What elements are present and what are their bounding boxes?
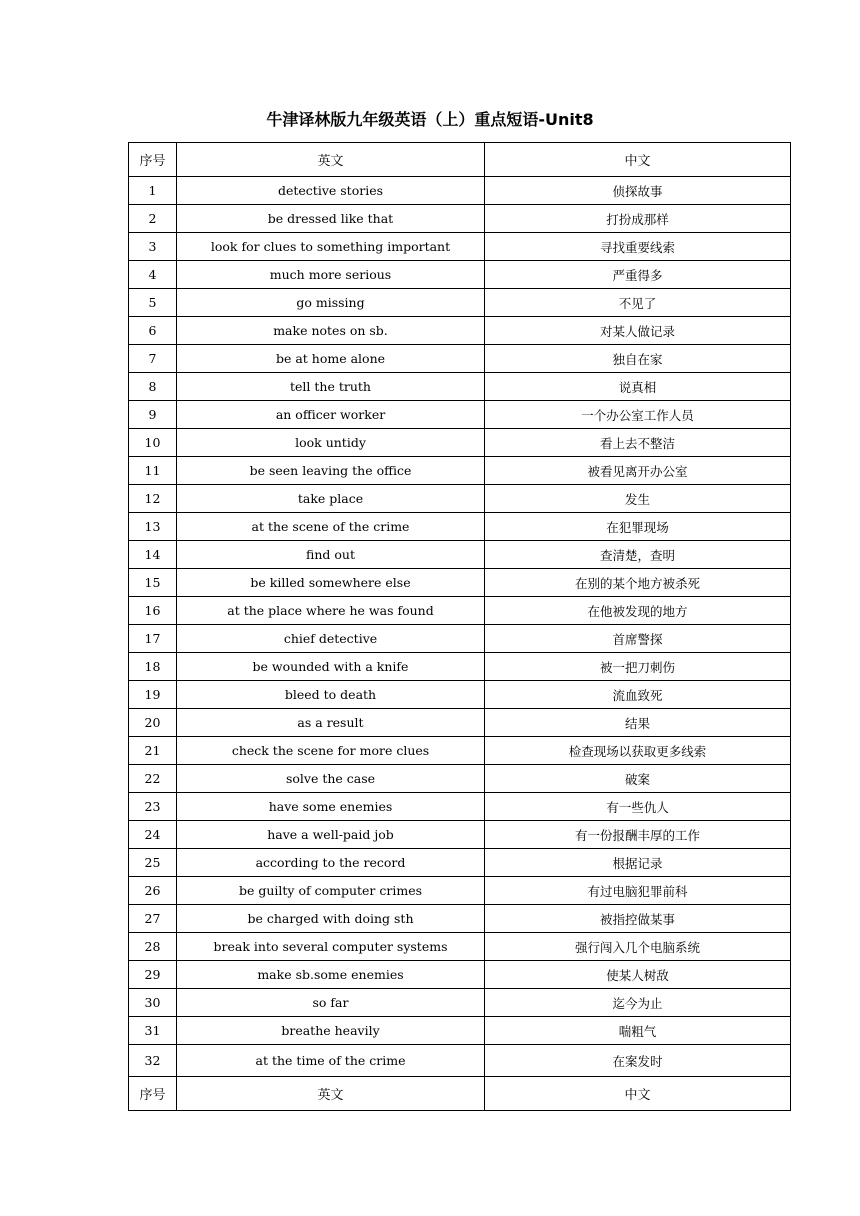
english-phrase: make sb.some enemies [177, 961, 485, 989]
row-number: 11 [129, 457, 177, 485]
table-row [129, 681, 791, 709]
row-number: 6 [129, 317, 177, 345]
english-phrase: have some enemies [177, 793, 485, 821]
table-row [129, 849, 791, 877]
english-phrase: at the time of the crime [177, 1045, 485, 1077]
english-phrase: check the scene for more clues [177, 737, 485, 765]
row-number: 13 [129, 513, 177, 541]
table-row [129, 933, 791, 961]
english-phrase: as a result [177, 709, 485, 737]
footer-cn: 中文 [485, 1077, 791, 1111]
table-row [129, 569, 791, 597]
english-phrase: make notes on sb. [177, 317, 485, 345]
table-footer-row [129, 1077, 791, 1111]
row-number: 9 [129, 401, 177, 429]
table-row [129, 317, 791, 345]
english-phrase: be killed somewhere else [177, 569, 485, 597]
chinese-translation: 有一份报酬丰厚的工作 [485, 821, 791, 849]
english-phrase: be wounded with a knife [177, 653, 485, 681]
chinese-translation: 被指控做某事 [485, 905, 791, 933]
table-row [129, 709, 791, 737]
chinese-translation: 不见了 [485, 289, 791, 317]
table-row [129, 625, 791, 653]
table-row [129, 233, 791, 261]
english-phrase: break into several computer systems [177, 933, 485, 961]
table-row [129, 261, 791, 289]
row-number: 30 [129, 989, 177, 1017]
english-phrase: so far [177, 989, 485, 1017]
chinese-translation: 侦探故事 [485, 177, 791, 205]
chinese-translation: 被看见离开办公室 [485, 457, 791, 485]
english-phrase: much more serious [177, 261, 485, 289]
row-number: 2 [129, 205, 177, 233]
english-phrase: chief detective [177, 625, 485, 653]
row-number: 28 [129, 933, 177, 961]
english-phrase: an officer worker [177, 401, 485, 429]
chinese-translation: 对某人做记录 [485, 317, 791, 345]
table-row [129, 653, 791, 681]
row-number: 19 [129, 681, 177, 709]
table-row [129, 793, 791, 821]
row-number: 8 [129, 373, 177, 401]
english-phrase: at the place where he was found [177, 597, 485, 625]
chinese-translation: 使某人树敌 [485, 961, 791, 989]
row-number: 14 [129, 541, 177, 569]
row-number: 17 [129, 625, 177, 653]
row-number: 12 [129, 485, 177, 513]
table-row [129, 205, 791, 233]
row-number: 24 [129, 821, 177, 849]
row-number: 32 [129, 1045, 177, 1077]
chinese-translation: 在案发时 [485, 1045, 791, 1077]
table-row [129, 905, 791, 933]
row-number: 29 [129, 961, 177, 989]
row-number: 23 [129, 793, 177, 821]
row-number: 4 [129, 261, 177, 289]
row-number: 22 [129, 765, 177, 793]
chinese-translation: 发生 [485, 485, 791, 513]
table-row [129, 345, 791, 373]
english-phrase: go missing [177, 289, 485, 317]
chinese-translation: 严重得多 [485, 261, 791, 289]
row-number: 27 [129, 905, 177, 933]
table-row [129, 289, 791, 317]
chinese-translation: 迄今为止 [485, 989, 791, 1017]
english-phrase: be seen leaving the office [177, 457, 485, 485]
table-row [129, 765, 791, 793]
table-row [129, 877, 791, 905]
row-number: 15 [129, 569, 177, 597]
english-phrase: detective stories [177, 177, 485, 205]
table-row [129, 373, 791, 401]
chinese-translation: 有过电脑犯罪前科 [485, 877, 791, 905]
chinese-translation: 检查现场以获取更多线索 [485, 737, 791, 765]
english-phrase: at the scene of the crime [177, 513, 485, 541]
english-phrase: be dressed like that [177, 205, 485, 233]
header-en: 英文 [177, 143, 485, 177]
english-phrase: solve the case [177, 765, 485, 793]
chinese-translation: 在犯罪现场 [485, 513, 791, 541]
table-header-row [129, 143, 791, 177]
chinese-translation: 在别的某个地方被杀死 [485, 569, 791, 597]
english-phrase: be charged with doing sth [177, 905, 485, 933]
english-phrase: bleed to death [177, 681, 485, 709]
chinese-translation: 说真相 [485, 373, 791, 401]
chinese-translation: 在他被发现的地方 [485, 597, 791, 625]
chinese-translation: 独自在家 [485, 345, 791, 373]
chinese-translation: 有一些仇人 [485, 793, 791, 821]
footer-no: 序号 [129, 1077, 177, 1111]
table-row [129, 737, 791, 765]
row-number: 25 [129, 849, 177, 877]
chinese-translation: 看上去不整洁 [485, 429, 791, 457]
english-phrase: take place [177, 485, 485, 513]
table-row [129, 821, 791, 849]
english-phrase: have a well-paid job [177, 821, 485, 849]
phrase-table [128, 142, 791, 1111]
row-number: 10 [129, 429, 177, 457]
footer-en: 英文 [177, 1077, 485, 1111]
table-row [129, 457, 791, 485]
english-phrase: tell the truth [177, 373, 485, 401]
row-number: 26 [129, 877, 177, 905]
english-phrase: look for clues to something important [177, 233, 485, 261]
row-number: 3 [129, 233, 177, 261]
chinese-translation: 一个办公室工作人员 [485, 401, 791, 429]
table-row [129, 961, 791, 989]
chinese-translation: 打扮成那样 [485, 205, 791, 233]
table-row [129, 485, 791, 513]
row-number: 5 [129, 289, 177, 317]
chinese-translation: 喘粗气 [485, 1017, 791, 1045]
header-no: 序号 [129, 143, 177, 177]
chinese-translation: 流血致死 [485, 681, 791, 709]
row-number: 20 [129, 709, 177, 737]
table-row [129, 513, 791, 541]
english-phrase: look untidy [177, 429, 485, 457]
row-number: 7 [129, 345, 177, 373]
row-number: 21 [129, 737, 177, 765]
english-phrase: according to the record [177, 849, 485, 877]
english-phrase: breathe heavily [177, 1017, 485, 1045]
chinese-translation: 查清楚，查明 [485, 541, 791, 569]
table-row [129, 989, 791, 1017]
table-row [129, 401, 791, 429]
table-row [129, 1017, 791, 1045]
page-title: 牛津译林版九年级英语（上）重点短语-Unit8 [266, 110, 594, 129]
chinese-translation: 寻找重要线索 [485, 233, 791, 261]
row-number: 1 [129, 177, 177, 205]
row-number: 16 [129, 597, 177, 625]
row-number: 31 [129, 1017, 177, 1045]
chinese-translation: 被一把刀刺伤 [485, 653, 791, 681]
table-row [129, 597, 791, 625]
table-row [129, 1045, 791, 1077]
table-row [129, 177, 791, 205]
table-row [129, 541, 791, 569]
table-row [129, 429, 791, 457]
english-phrase: be at home alone [177, 345, 485, 373]
chinese-translation: 首席警探 [485, 625, 791, 653]
row-number: 18 [129, 653, 177, 681]
header-cn: 中文 [485, 143, 791, 177]
table-body [129, 177, 791, 1077]
english-phrase: find out [177, 541, 485, 569]
english-phrase: be guilty of computer crimes [177, 877, 485, 905]
chinese-translation: 结果 [485, 709, 791, 737]
chinese-translation: 强行闯入几个电脑系统 [485, 933, 791, 961]
chinese-translation: 根据记录 [485, 849, 791, 877]
chinese-translation: 破案 [485, 765, 791, 793]
